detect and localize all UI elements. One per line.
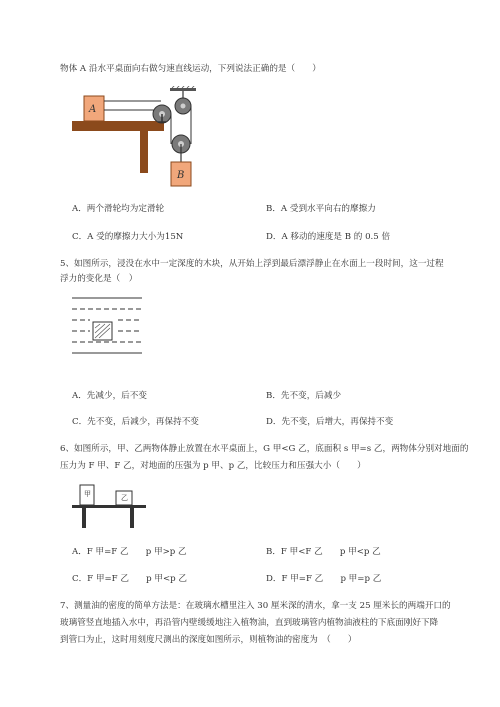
pulley-figure <box>70 86 210 192</box>
option-d-pulley[interactable]: D．A 移动的速度是 B 的 0.5 倍 <box>266 232 391 242</box>
option-b-q5[interactable]: B．先不变，后减少 <box>266 391 342 401</box>
label-jia: 甲 <box>84 490 91 498</box>
label-yi: 乙 <box>121 494 128 502</box>
question-7-line-1: 7、测量油的密度的简单方法是：在玻璃水槽里注入 30 厘米深的清水，拿一支 25 厘米长的两端开口的 <box>60 601 451 611</box>
option-d-q6[interactable]: D．F 甲=F 乙 p 甲=p 乙 <box>266 574 382 584</box>
question-stem-pulley: 物体 A 沿水平桌面向右做匀速直线运动，下列说法正确的是（ ） <box>60 64 321 74</box>
option-c-q5[interactable]: C．先不变，后减少，再保持不变 <box>72 417 199 427</box>
option-c-pulley[interactable]: C．A 受的摩擦力大小为15N <box>72 232 184 242</box>
block-a-label: A <box>89 104 97 115</box>
option-b-q6[interactable]: B．F 甲<F 乙 p 甲<p 乙 <box>266 547 381 557</box>
question-5-line-1: 5、如图所示，浸没在水中一定深度的木块，从开始上浮到最后漂浮静止在水面上一段时间，这一过程 <box>60 259 444 269</box>
option-b-pulley[interactable]: B．A 受到水平向右的摩擦力 <box>266 204 376 214</box>
floating-block-figure <box>70 292 150 362</box>
question-6-line-2: 压力为 F 甲、F 乙，对地面的压强为 p 甲、p 乙，比较压力和压强大小（ ） <box>60 461 366 471</box>
two-blocks-figure <box>70 480 150 530</box>
option-a-pulley[interactable]: A．两个滑轮均为定滑轮 <box>72 204 165 214</box>
option-a-q5[interactable]: A．先减少，后不变 <box>72 391 147 401</box>
question-7-line-3: 到管口为止，这时用刻度尺测出的深度如图所示，则植物油的密度为 （ ） <box>60 635 357 645</box>
question-7-line-2: 玻璃管竖直地插入水中，再沿管内壁缓缓地注入植物油，直到玻璃管内植物油液柱的下底面刚好下降 <box>60 618 439 628</box>
option-c-q6[interactable]: C．F 甲=F 乙 p 甲<p 乙 <box>72 574 187 584</box>
question-6-line-1: 6、如图所示，甲、乙两物体静止放置在水平桌面上，G 甲<G 乙，底面积 s 甲=s 乙，两物体分别对地面的 <box>60 444 469 454</box>
option-a-q6[interactable]: A．F 甲=F 乙 p 甲>p 乙 <box>72 547 187 557</box>
option-d-q5[interactable]: D．先不变，后增大，再保持不变 <box>266 417 394 427</box>
block-b-label: B <box>177 170 185 181</box>
question-5-line-2: 浮力的变化是（ ） <box>60 274 138 284</box>
